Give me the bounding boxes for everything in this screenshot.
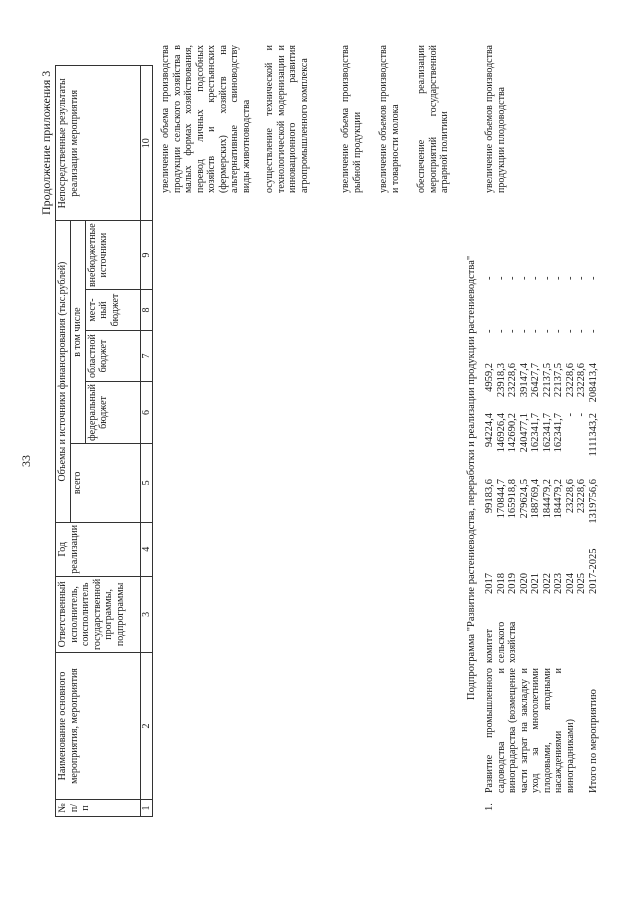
- row1-extra: -: [564, 276, 576, 280]
- header-num-3: 3: [140, 576, 152, 652]
- header-num-9: 9: [140, 221, 152, 290]
- header-col-year: Год реализации: [56, 522, 141, 576]
- header-col-regional: областной бюджет: [85, 331, 140, 382]
- header-col-financing: Объемы и источники финансирования (тыс.рублей): [56, 221, 71, 523]
- header-col-executor: Ответственный исполнитель, соисполнитель государственной программы, подпрограммы: [56, 576, 141, 652]
- header-num-4: 4: [140, 522, 152, 576]
- row1-federal: 162341,7: [553, 413, 564, 453]
- row1-name: Развитие промышленного садоводства и виноградарства (возмещение части затрат на закладку и уход за многолетними плодовыми, ягодными насаждениями и виноградниками): [484, 668, 576, 793]
- page-number: 33: [19, 455, 33, 467]
- row1-number: 1.: [484, 803, 495, 811]
- row1-regional: 4959,2: [484, 363, 495, 392]
- row1-local: -: [507, 329, 518, 333]
- row1-year: 2023: [553, 573, 564, 594]
- header-num-2: 2: [140, 653, 152, 800]
- row1-local: -: [564, 329, 576, 333]
- header-num-5: 5: [140, 443, 152, 522]
- row1-federal: -: [576, 413, 587, 417]
- row1-regional: 22137,5: [541, 363, 553, 398]
- result-text-3: увеличение объема производства рыбной продукции: [340, 45, 363, 193]
- row1-year: 2018: [495, 573, 507, 594]
- row1-year: 2024: [564, 573, 576, 594]
- row1-regional: 23918,3: [495, 363, 507, 398]
- row1-year: 2022: [541, 573, 553, 594]
- subprogram-title: Подпрограмма "Развитие растениеводства, переработки и реализации продукции растениеводства": [466, 255, 477, 700]
- row1-local: -: [553, 329, 564, 333]
- row1-local: -: [576, 329, 587, 333]
- header-col-total: всего: [71, 443, 141, 522]
- row1-total: 184479,2: [553, 479, 564, 519]
- header-col-num: № п/п: [56, 800, 141, 817]
- row1-extra: -: [518, 276, 530, 280]
- header-num-8: 8: [140, 290, 152, 331]
- row1-regional: 22137,5: [553, 363, 564, 398]
- row1-year: 2020: [518, 573, 530, 594]
- row1-extra: -: [553, 276, 564, 280]
- row1-federal: 162341,7: [530, 413, 541, 453]
- header-col-local: мест-ный бюджет: [85, 290, 140, 331]
- continuation-title: Продолжение приложения 3: [39, 70, 53, 215]
- total-years: 2017-2025: [588, 548, 599, 594]
- header-table: [55, 65, 153, 817]
- header-col-federal: федеральный бюджет: [85, 382, 140, 444]
- result-text-5: обеспечение реализации мероприятий государственной аграрной политики: [416, 45, 450, 193]
- header-num-10: 10: [140, 66, 152, 221]
- row1-year: 2021: [530, 573, 541, 594]
- header-col-results: Непосредственные результаты реализации мероприятия: [56, 66, 141, 221]
- row1-extra: -: [576, 276, 587, 280]
- row1-total: 23228,6: [576, 479, 587, 514]
- row1-year: 2019: [507, 573, 518, 594]
- row1-total: 23228,6: [564, 479, 576, 514]
- row1-federal: 94224,4: [484, 413, 495, 448]
- row1-total: 170844,7: [495, 479, 507, 519]
- row1-year: 2017: [484, 573, 495, 594]
- row1-federal: 142690,2: [507, 413, 518, 453]
- header-in-that-number: в том числе: [71, 221, 86, 444]
- total-federal: 1111343,2: [588, 413, 599, 457]
- total-regional: 208413,4: [588, 363, 599, 403]
- row1-federal: 162341,7: [541, 413, 553, 453]
- row1-local: -: [484, 329, 495, 333]
- row1-year: 2025: [576, 573, 587, 594]
- row1-local: -: [518, 329, 530, 333]
- row1-extra: -: [541, 276, 553, 280]
- result-text-4: увеличение объемов производства и товарности молока: [378, 45, 401, 193]
- row1-extra: -: [507, 276, 518, 280]
- total-extra: -: [588, 276, 599, 280]
- total-local: -: [588, 329, 599, 333]
- row1-local: -: [530, 329, 541, 333]
- header-num-6: 6: [140, 382, 152, 444]
- row1-result: увеличение объемов производства продукции плодоводства: [484, 45, 507, 193]
- row1-extra: -: [495, 276, 507, 280]
- row1-regional: 26427,7: [530, 363, 541, 398]
- row1-federal: -: [564, 413, 576, 417]
- header-num-7: 7: [140, 331, 152, 382]
- total-sum: 1319756,6: [588, 479, 599, 524]
- row1-regional: 23228,6: [507, 363, 518, 398]
- row1-federal: 240477,1: [518, 413, 530, 453]
- header-num-1: 1: [140, 800, 152, 817]
- result-text-1: увеличение объема производства продукции сельского хозяйства в малых формах хозяйствования, перевод личных подсобных хозяйств и крестьянских (фермерских) хозяйств на альтернативные свиноводству виды животноводства: [160, 45, 252, 193]
- result-text-2: осуществление технической и технологической модернизации и инновационного развития агропромышленного комплекса: [264, 45, 310, 193]
- row1-total: 99183,6: [484, 479, 495, 514]
- row1-extra: -: [530, 276, 541, 280]
- total-label: Итого по мероприятию: [588, 689, 599, 793]
- row1-local: -: [495, 329, 507, 333]
- row1-total: 165918,8: [507, 479, 518, 519]
- row1-executor: комитет сельского хозяйства: [484, 621, 518, 663]
- row1-extra: -: [484, 276, 495, 280]
- header-col-extra: внебюджетные источники: [85, 221, 140, 290]
- row1-total: 184479,2: [541, 479, 553, 519]
- row1-total: 279624,5: [518, 479, 530, 519]
- row1-regional: 39147,4: [518, 363, 530, 398]
- row1-federal: 146926,4: [495, 413, 507, 453]
- row1-total: 188769,4: [530, 479, 541, 519]
- header-col-name: Наименование основного мероприятия, мероприятия: [56, 653, 141, 800]
- row1-regional: 23228,6: [564, 363, 576, 398]
- row1-local: -: [541, 329, 553, 333]
- row1-regional: 23228,6: [576, 363, 587, 398]
